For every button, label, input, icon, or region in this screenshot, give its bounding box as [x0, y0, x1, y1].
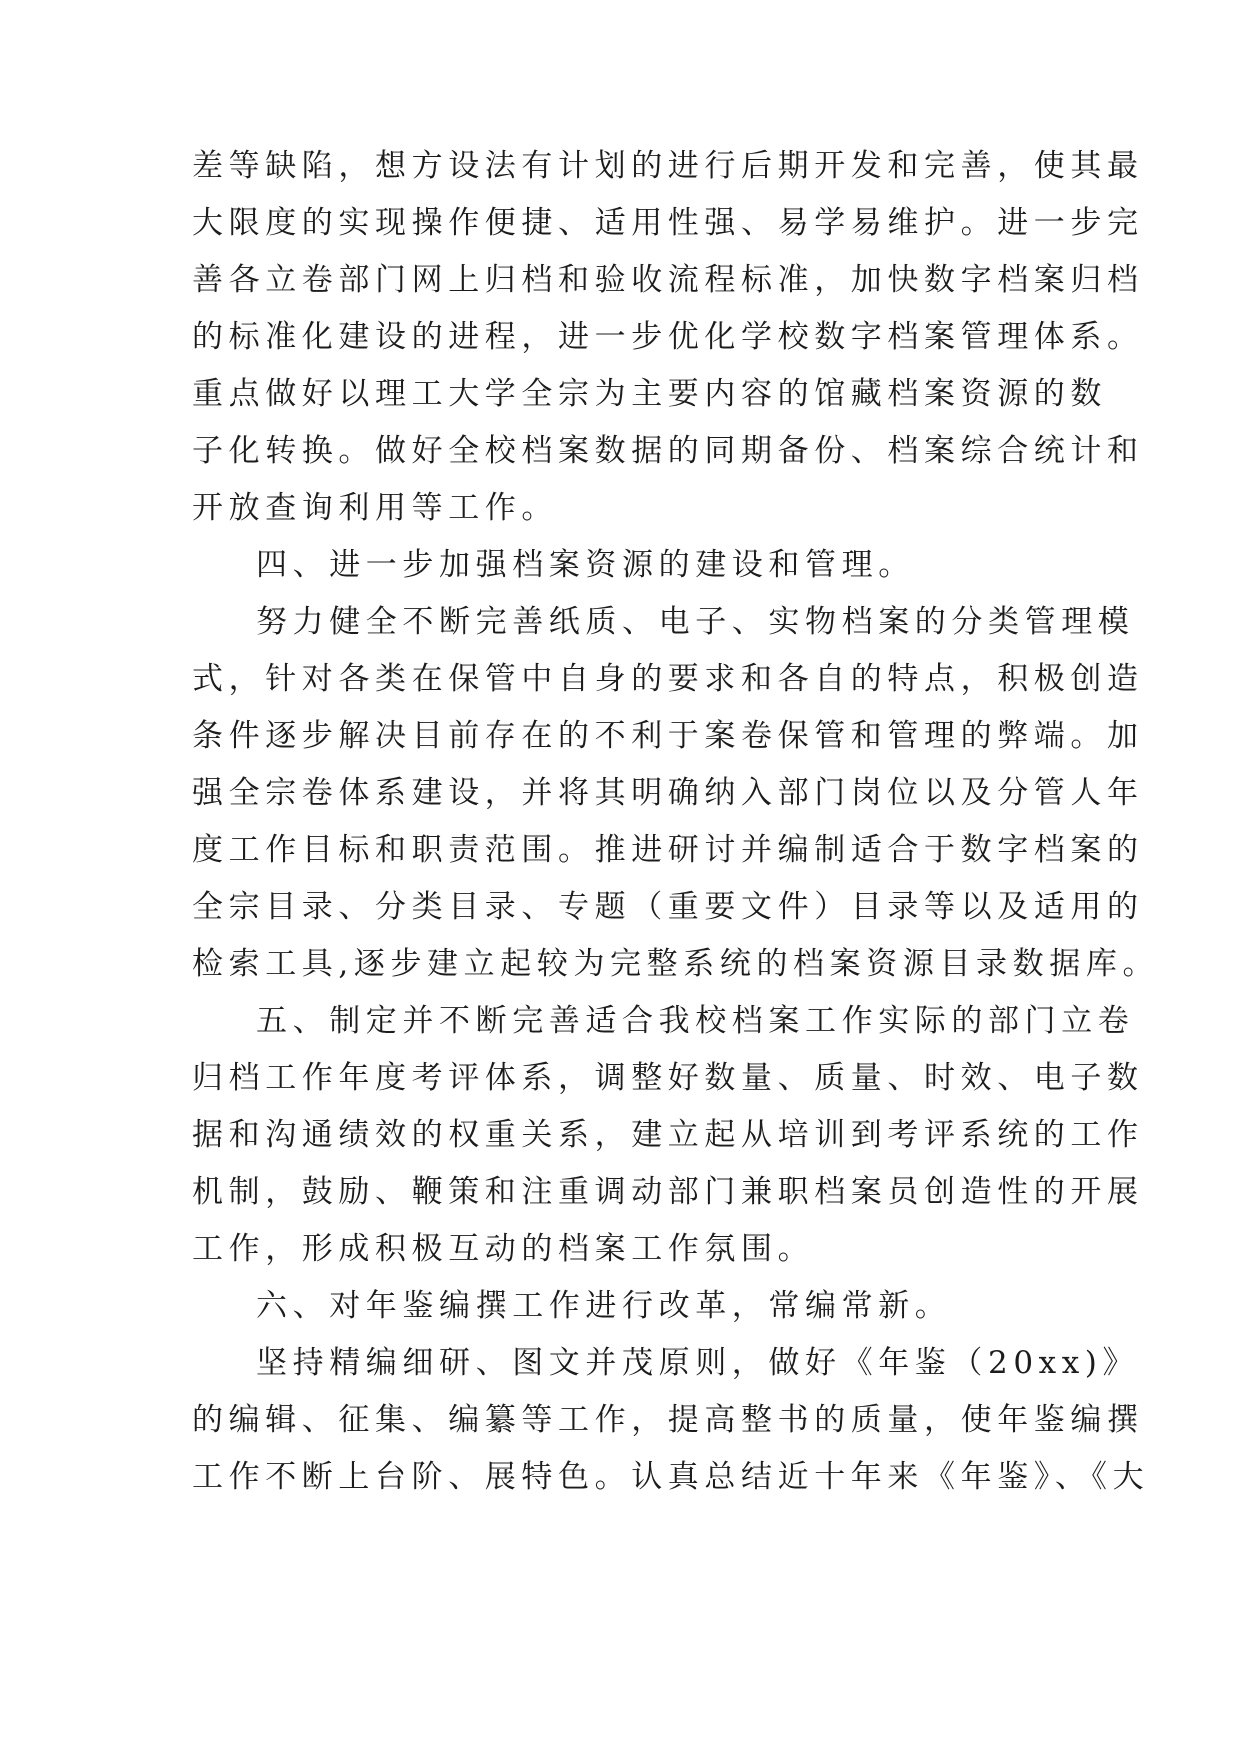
- section-heading-4: 四、进一步加强档案资源的建设和管理。: [256, 547, 915, 583]
- text-line: 机制，鼓励、鞭策和注重调动部门兼职档案员创造性的开展: [192, 1174, 1144, 1210]
- text-line: 强全宗卷体系建设，并将其明确纳入部门岗位以及分管人年: [192, 775, 1144, 811]
- text-line: 度工作目标和职责范围。推进研讨并编制适合于数字档案的: [192, 832, 1144, 868]
- text-line: 工作，形成积极互动的档案工作氛围。: [192, 1231, 815, 1267]
- section-heading-5: 五、制定并不断完善适合我校档案工作实际的部门立卷: [256, 1003, 1135, 1039]
- text-line: 开放查询利用等工作。: [192, 490, 558, 526]
- text-line: 的标准化建设的进程，进一步优化学校数字档案管理体系。: [192, 319, 1144, 355]
- text-line: 检索工具,逐步建立起较为完整系统的档案资源目录数据库。: [192, 946, 1160, 982]
- text-line: 工作不断上台阶、展特色。认真总结近十年来《年鉴》、《大: [192, 1459, 1150, 1495]
- text-line: 坚持精编细研、图文并茂原则，做好《年鉴（20xx)》: [256, 1345, 1140, 1381]
- text-line: 差等缺陷，想方设法有计划的进行后期开发和完善，使其最: [192, 148, 1144, 184]
- text-line: 据和沟通绩效的权重关系，建立起从培训到考评系统的工作: [192, 1117, 1144, 1153]
- text-line: 式，针对各类在保管中自身的要求和各自的特点，积极创造: [192, 661, 1144, 697]
- text-line: 子化转换。做好全校档案数据的同期备份、档案综合统计和: [192, 433, 1144, 469]
- text-line: 全宗目录、分类目录、专题（重要文件）目录等以及适用的: [192, 889, 1144, 925]
- text-line: 归档工作年度考评体系，调整好数量、质量、时效、电子数: [192, 1060, 1144, 1096]
- text-line: 重点做好以理工大学全宗为主要内容的馆藏档案资源的数: [192, 376, 1107, 412]
- text-line: 的编辑、征集、编纂等工作，提高整书的质量，使年鉴编撰: [192, 1402, 1144, 1438]
- text-line: 条件逐步解决目前存在的不利于案卷保管和管理的弊端。加: [192, 718, 1144, 754]
- text-line: 努力健全不断完善纸质、电子、实物档案的分类管理模: [256, 604, 1135, 640]
- text-line: 善各立卷部门网上归档和验收流程标准，加快数字档案归档: [192, 262, 1144, 298]
- text-line: 大限度的实现操作便捷、适用性强、易学易维护。进一步完: [192, 205, 1144, 241]
- section-heading-6: 六、对年鉴编撰工作进行改革，常编常新。: [256, 1288, 952, 1324]
